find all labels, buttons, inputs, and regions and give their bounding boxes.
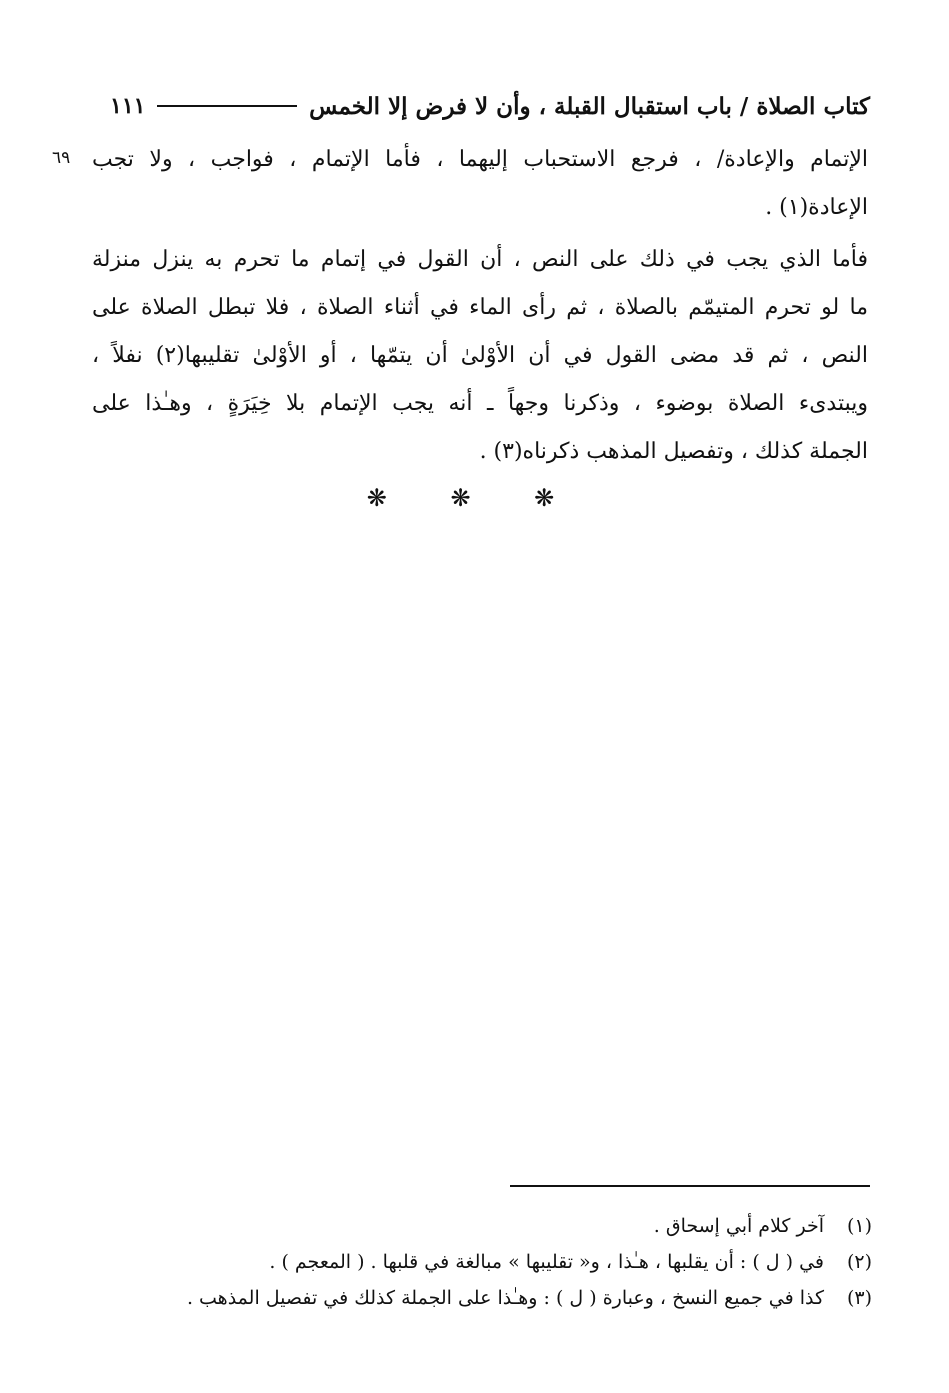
paragraph-line: ما لو تحرم المتيمّم بالصلاة ، ثم رأى الماء في أثناء الصلاة ، فلا تبطل الصلاة على: [92, 295, 868, 320]
paragraph-1: [92, 136, 868, 232]
paragraph-line: ويبتدىء الصلاة بوضوء ، وذكرنا وجهاً ـ أنه يجب الإتمام بلا خِيَرَةٍ ، وهـٰذا على: [92, 391, 868, 416]
footnote-text: في ( ل ) : أن يقلبها ، هـٰذا ، و« تقليبها » مبالغة في قلبها . ( المعجم ) .: [269, 1251, 824, 1273]
paragraph-line: الإعادة(١) .: [765, 195, 868, 220]
paragraph-line: الجملة كذلك ، وتفصيل المذهب ذكرناه(٣) .: [479, 439, 868, 464]
paragraph-line: فأما الذي يجب في ذلك على النص ، أن القول في إتمام ما تحرم به ينزل منزلة: [92, 247, 868, 272]
footnote-number: (١): [846, 1215, 872, 1237]
paragraph-2: [92, 236, 868, 476]
marginal-folio-number: ٦٩: [52, 148, 71, 168]
footnote-text: آخر كلام أبي إسحاق .: [653, 1215, 824, 1237]
section-separator: ❋ ❋ ❋: [366, 484, 583, 512]
footnotes: [120, 1208, 872, 1316]
footnote: [120, 1280, 872, 1316]
paragraph-line: الإتمام والإعادة/ ، فرجع الاستحباب إليهما ، فأما الإتمام ، فواجب ، ولا تجب: [92, 147, 868, 172]
page-number: ١١١: [110, 93, 146, 119]
running-header: [110, 86, 870, 126]
footnote: [120, 1208, 872, 1244]
footnote: [120, 1244, 872, 1280]
footnote-number: (٣): [846, 1287, 872, 1309]
header-rule: [157, 105, 297, 107]
header-title: كتاب الصلاة / باب استقبال القبلة ، وأن لا فرض إلا الخمس: [309, 92, 870, 120]
footnote-text: كذا في جميع النسخ ، وعبارة ( ل ) : وهـٰذا على الجملة كذلك في تفصيل المذهب .: [186, 1287, 824, 1309]
footnote-rule: [510, 1185, 870, 1187]
paragraph-line: النص ، ثم قد مضى القول في أن الأوْلىٰ أن يتمّها ، أو الأوْلىٰ تقليبها(٢) نفلاً ،: [92, 343, 868, 368]
footnote-number: (٢): [846, 1251, 872, 1273]
